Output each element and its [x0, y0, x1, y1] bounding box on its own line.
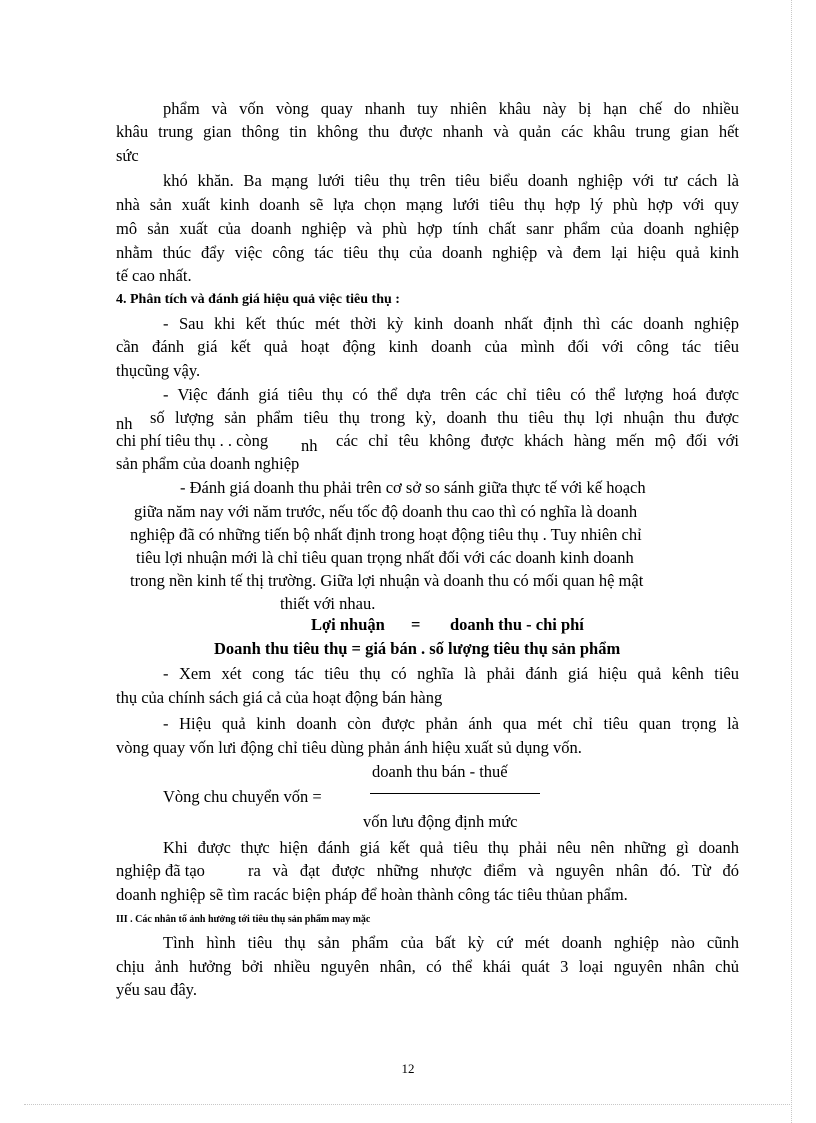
paragraph-line: - Hiệu quả kinh doanh còn được phản ánh qua mét chỉ tiêu quan trọng là	[163, 714, 739, 733]
page-right-border	[791, 0, 793, 1123]
fraction-numerator: doanh thu bán - thuế	[372, 762, 508, 781]
formula-right: doanh thu - chi phí	[450, 615, 584, 634]
paragraph-line: thụcũng vậy.	[116, 361, 201, 380]
paragraph-line: số lượng sản phẩm tiêu thụ trong kỳ, doanh thu tiêu thụ lợi nhuận thu được	[150, 408, 739, 427]
paragraph-line: tế cao nhất.	[116, 266, 192, 285]
paragraph-line: sản phẩm của doanh nghiệp	[116, 454, 300, 473]
paragraph-line: chi phí tiêu thụ . . còng	[116, 431, 269, 450]
fraction-denominator: vốn lưu động định mức	[363, 812, 518, 831]
paragraph-line: thụ của chính sách giá cả của hoạt động bán hàng	[116, 688, 443, 707]
paragraph-line: vòng quay vốn lưi động chỉ tiêu dùng phản ánh hiệu xuất sủ dụng vốn.	[116, 738, 582, 757]
page-number: 12	[401, 1061, 415, 1076]
paragraph-line: phẩm và vốn vòng quay nhanh tuy nhiên khâu này bị hạn chế do nhiều	[163, 99, 739, 118]
paragraph-line: tiêu lợi nhuận mới là chỉ tiêu quan trọng nhất đối với các doanh kinh doanh	[136, 548, 634, 567]
formula-revenue: Doanh thu tiêu thụ = giá bán . số lượng tiêu thụ sản phẩm	[214, 639, 621, 658]
paragraph-line: mô sản xuất của doanh nghiệp và phù hợp tính chất sanr phẩm của doanh nghiệp	[116, 219, 739, 238]
paragraph-line: - Việc đánh giá tiêu thụ có thể dựa trên các chỉ tiêu có thể lượng hoá được	[163, 385, 739, 404]
stray-text: nh	[116, 414, 133, 433]
paragraph-line: nghiệp đã tạo	[116, 861, 205, 880]
section-heading: III . Các nhân tố ảnh hưởng tới tiêu thụ sản phẩm may mặc	[116, 914, 371, 925]
fraction-bar	[370, 793, 540, 794]
paragraph-line: các chỉ têu không được khách hàng mến mộ đối với	[336, 431, 739, 450]
paragraph-line: giữa năm nay với năm trước, nếu tốc độ doanh thu cao thì có nghĩa là doanh	[134, 502, 638, 521]
paragraph-line: doanh nghiệp sẽ tìm racác biện pháp để hoàn thành công tác tiêu thủan phẩm.	[116, 885, 628, 904]
paragraph-line: nhằm thúc đẩy việc công tác tiêu thụ của doanh nghiệp và đem lại hiệu quả kinh	[116, 243, 739, 262]
paragraph-line: Khi được thực hiện đánh giá kết quả tiêu thụ phải nêu nên những gì doanh	[163, 838, 739, 857]
paragraph-line: - Xem xét cong tác tiêu thụ có nghĩa là phải đánh giá hiệu quả kênh tiêu	[163, 664, 739, 683]
paragraph-line: nhà sản xuất kinh doanh sẽ lựa chọn mạng lưới tiêu thụ hợp lý phù hợp với quy	[116, 195, 739, 214]
formula-equals: =	[411, 615, 421, 634]
section-heading: 4. Phân tích và đánh giá hiệu quả việc tiêu thụ :	[116, 292, 400, 307]
paragraph-line: chịu ảnh hưởng bởi nhiều nguyên nhân, có thể khái quát 3 loại nguyên nhân chủ	[116, 957, 739, 976]
paragraph-line: Tình hình tiêu thụ sản phẩm của bất kỳ cứ mét doanh nghiệp nào cũnh	[163, 933, 739, 952]
paragraph-line: - Đánh giá doanh thu phải trên cơ sở so sánh giữa thực tế với kế hoạch	[180, 478, 646, 497]
paragraph-line: nghiệp đã có những tiến bộ nhất định trong hoạt động tiêu thụ . Tuy nhiên chỉ	[130, 525, 642, 544]
stray-text: nh	[301, 436, 318, 455]
paragraph-line: ra và đạt được những nhược điểm và nguyên nhân đó. Từ đó	[248, 861, 739, 880]
paragraph-line: - Sau khi kết thúc mét thời kỳ kinh doanh nhất định thì các doanh nghiệp	[163, 314, 739, 333]
page-bottom-border	[24, 1104, 792, 1106]
fraction-label: Vòng chu chuyển vốn =	[163, 787, 322, 806]
paragraph-line: yếu sau đây.	[116, 980, 197, 999]
paragraph-line: cần đánh giá kết quả hoạt động kinh doanh của mình đối với công tác tiêu	[116, 337, 739, 356]
formula-left: Lợi nhuận	[311, 615, 385, 634]
paragraph-line: trong nền kinh tế thị trường. Giữa lợi nhuận và doanh thu có mối quan hệ mật	[130, 571, 644, 590]
paragraph-line: thiết với nhau.	[280, 594, 376, 613]
paragraph-line: khâu trung gian thông tin không thu được nhanh và quản các khâu trung gian hết	[116, 122, 739, 141]
paragraph-line: khó khăn. Ba mạng lưới tiêu thụ trên tiêu biểu doanh nghiệp với tư cách là	[163, 171, 739, 190]
paragraph-line: sức	[116, 146, 139, 165]
